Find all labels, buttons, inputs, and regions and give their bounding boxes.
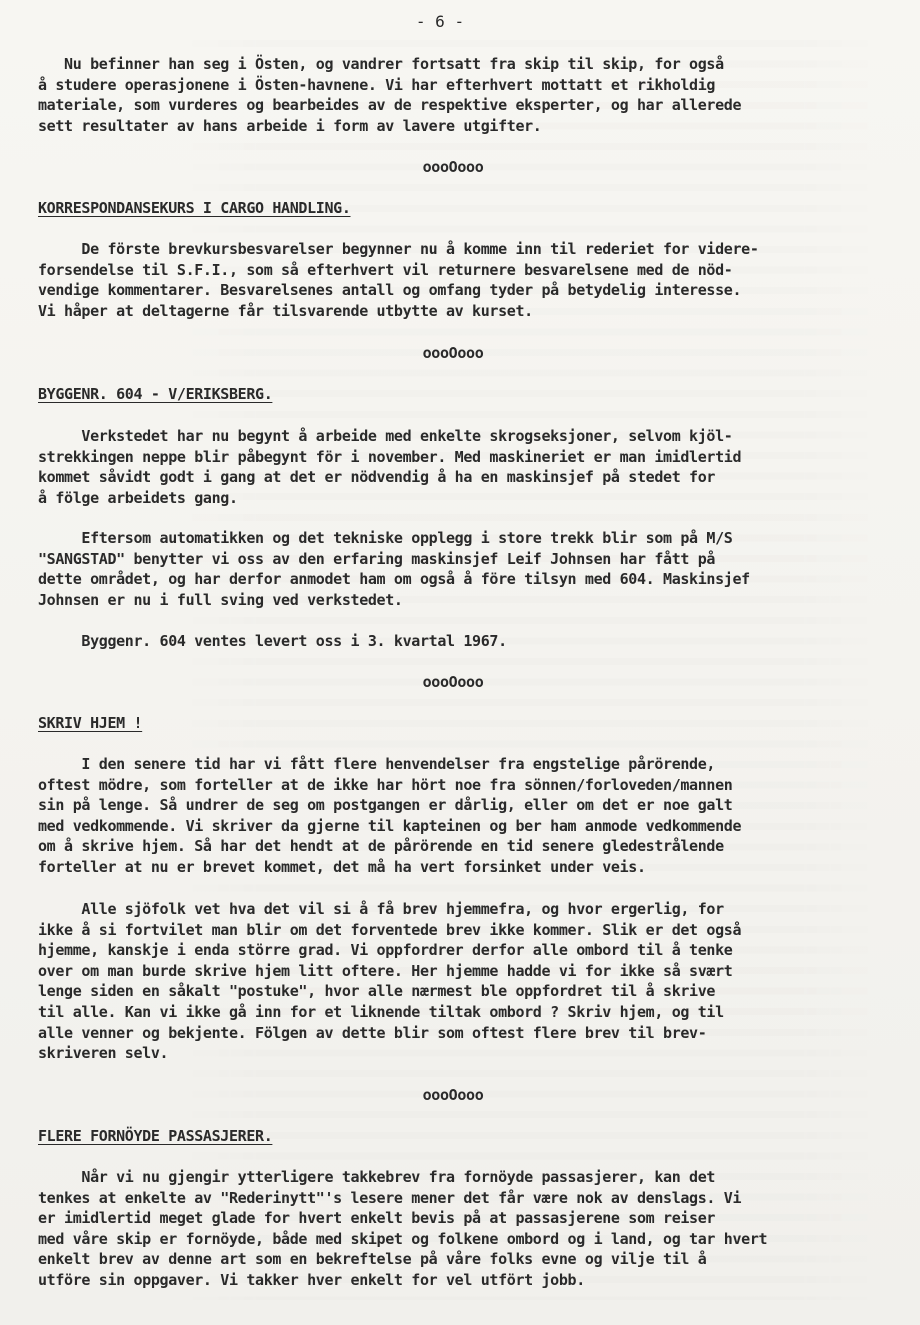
text-line: utföre sin oppgaver. Vi takker hver enkelt for vel utfört jobb.: [38, 1270, 585, 1289]
text-line: om å skrive hjem. Så har det hendt at de pårörende en tid senere gledestrålende: [38, 837, 724, 856]
text-line: å studere operasjonene i Östen-havnene. Vi har efterhvert mottatt et rikholdig: [38, 75, 716, 94]
text-line: Vi håper at deltagerne får tilsvarende utbytte av kurset.: [38, 301, 533, 320]
text-line: Nu befinner han seg i Östen, og vandrer fortsatt fra skip til skip, for også: [38, 55, 724, 73]
section-separator: oooOooo: [422, 673, 484, 691]
text-line: med vedkommende. Vi skriver da gjerne til kapteinen og ber ham anmode vedkommende: [38, 816, 742, 835]
text-line: De förste brevkursbesvarelser begynner nu å komme inn til rederiet for videre-: [38, 240, 759, 258]
text-line: alle venner og bekjente. Fölgen av dette blir som oftest flere brev til brev-: [38, 1023, 707, 1042]
text-line: Eftersom automatikken og det tekniske opplegg i store trekk blir som på M/S: [38, 529, 733, 547]
text-line: materiale, som vurderes og bearbeides av de respektive eksperter, og har allerede: [38, 96, 742, 115]
intro-paragraph: [38, 54, 893, 136]
text-line: hjemme, kanskje i enda större grad. Vi oppfordrer derfor alle ombord til å tenke: [38, 941, 733, 960]
text-line: strekkingen neppe blir påbegynt för i november. Med maskineriet er man imidlertid: [38, 447, 742, 466]
text-line: til alle. Kan vi ikke gå inn for et liknende tiltak ombord ? Skriv hjem, og til: [38, 1002, 724, 1021]
text-line: lenge siden en såkalt "postuke", hvor alle nærmest ble oppfordret til å skrive: [38, 982, 716, 1001]
text-line: enkelt brev av denne art som en bekreftelse på våre folks evne og vilje til å: [38, 1250, 707, 1269]
text-line: sett resultater av hans arbeide i form av lavere utgifter.: [38, 116, 542, 135]
text-line: Byggenr. 604 ventes levert oss i 3. kvartal 1967.: [38, 632, 507, 650]
section-separator: oooOooo: [422, 1086, 484, 1104]
section-heading: FLERE FORNÖYDE PASSASJERER.: [38, 1127, 273, 1145]
text-line: tenkes at enkelte av "Rederinytt"'s lesere mener det får være nok av denslags. Vi: [38, 1188, 742, 1207]
text-line: er imidlertid meget glade for hvert enkelt bevis på at passasjerene som reiser: [38, 1209, 716, 1228]
text-line: Alle sjöfolk vet hva det vil si å få brev hjemmefra, og hvor ergerlig, for: [38, 900, 724, 918]
text-line: over om man burde skrive hjem litt oftere. Her hjemme hadde vi for ikke så svært: [38, 961, 733, 980]
text-line: I den senere tid har vi fått flere henvendelser fra engstelige pårörende,: [38, 755, 716, 773]
page-number: - 6 -: [415, 12, 465, 31]
text-line: med våre skip er fornöyde, både med skipet og folkene ombord og i land, og tar hvert: [38, 1229, 768, 1248]
text-line: Johnsen er nu i full sving ved verkstedet.: [38, 590, 403, 609]
text-line: ikke å si fortvilet man blir om det forventede brev ikke kommer. Slik er det også: [38, 920, 742, 939]
section-heading: BYGGENR. 604 - V/ERIKSBERG.: [38, 385, 273, 403]
section-separator: oooOooo: [422, 344, 484, 362]
text-line: oftest mödre, som forteller at de ikke har hört noe fra sönnen/forloveden/mannen: [38, 775, 733, 794]
section-heading: KORRESPONDANSEKURS I CARGO HANDLING.: [38, 199, 351, 217]
text-line: forsendelse til S.F.I., som så efterhvert vil returnere besvarelsene med de nöd-: [38, 260, 733, 279]
text-line: vendige kommentarer. Besvarelsenes antall og omfang tyder på betydelig interesse.: [38, 281, 742, 300]
text-line: kommet såvidt godt i gang at det er nödvendig å ha en maskinsjef på stedet for: [38, 468, 716, 487]
bleed-through-texture: [180, 40, 880, 1300]
text-line: Verkstedet har nu begynt å arbeide med enkelte skrogseksjoner, selvom kjöl-: [38, 427, 733, 445]
text-line: skriveren selv.: [38, 1044, 169, 1063]
text-line: dette området, og har derfor anmodet ham om også å före tilsyn med 604. Maskinsjef: [38, 570, 750, 589]
text-line: Når vi nu gjengir ytterligere takkebrev fra fornöyde passasjerer, kan det: [38, 1168, 716, 1186]
text-line: forteller at nu er brevet kommet, det må ha vert forsinket under veis.: [38, 857, 646, 876]
text-line: å fölge arbeidets gang.: [38, 488, 238, 507]
section-separator: oooOooo: [422, 158, 484, 176]
typed-text-body: [38, 54, 893, 136]
text-line: sin på lenge. Så undrer de seg om postgangen er dårlig, eller om det er noe galt: [38, 796, 733, 815]
section-heading: SKRIV HJEM !: [38, 714, 143, 732]
text-line: "SANGSTAD" benytter vi oss av den erfaring maskinsjef Leif Johnsen har fått på: [38, 549, 716, 568]
